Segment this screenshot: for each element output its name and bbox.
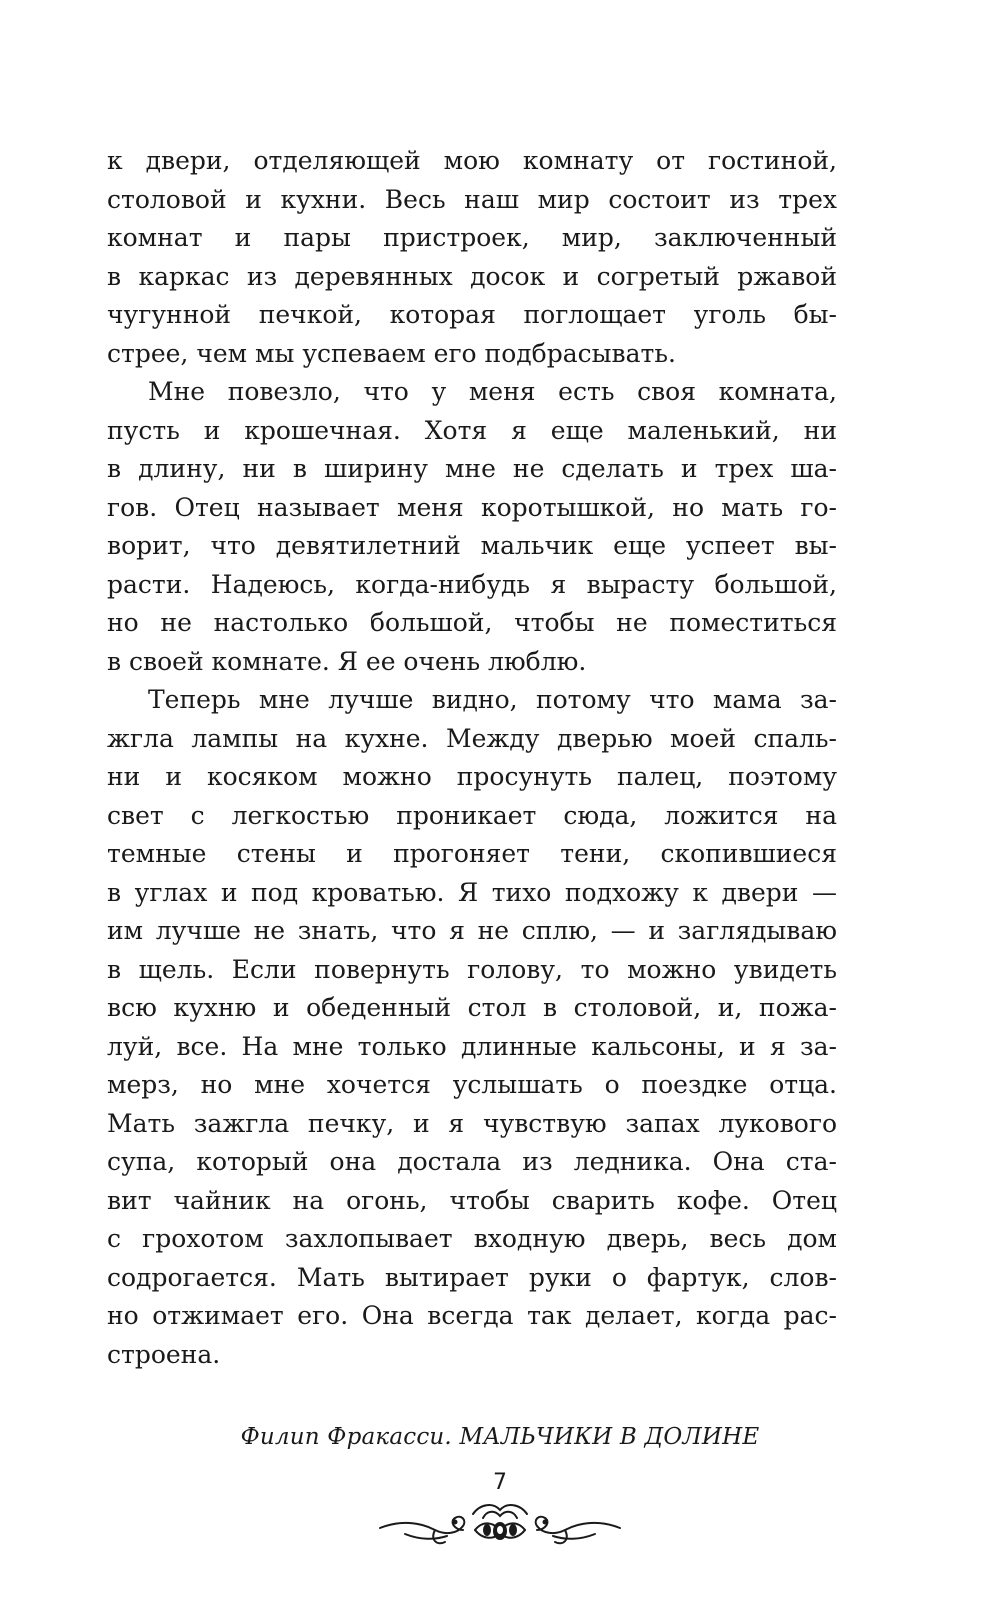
text-line: комнат и пары пристроек, мир, заключенный: [107, 223, 837, 252]
text-line: Мать зажгла печку, и я чувствую запах лукового: [107, 1108, 837, 1138]
text-line: чугунной печкой, которая поглощает уголь бы-: [107, 300, 837, 329]
text-line: супа, который она достала из ледника. Она ста-: [107, 1147, 837, 1176]
text-line: им лучше не знать, что я не сплю, — и заглядываю: [107, 916, 837, 945]
text-line: в щель. Если повернуть голову, то можно увидеть: [107, 954, 837, 984]
text-line: пусть и крошечная. Хотя я еще маленький, ни: [107, 415, 837, 445]
page-number: 7: [493, 1470, 507, 1495]
text-line: всю кухню и обеденный стол в столовой, и, пожа-: [107, 993, 837, 1022]
decorative-flourish-icon: [375, 1500, 625, 1548]
text-line: свет с легкостью проникает сюда, ложится на: [107, 800, 837, 830]
text-line: строена.: [107, 1339, 221, 1369]
text-line: Теперь мне лучше видно, потому что мама за-: [148, 685, 837, 714]
text-line: мерз, но мне хочется услышать о поездке отца.: [107, 1070, 837, 1099]
text-line: к двери, отделяющей мою комнату от гостиной,: [107, 146, 837, 175]
text-line: в длину, ни в ширину мне не сделать и трех ша-: [107, 454, 837, 483]
text-line: расти. Надеюсь, когда-нибудь я вырасту большой,: [107, 569, 837, 599]
body-text: [107, 142, 837, 1374]
text-line: стрее, чем мы успеваем его подбрасывать.: [107, 338, 676, 368]
text-line: но не настолько большой, чтобы не поместиться: [107, 608, 837, 637]
text-line: вит чайник на огонь, чтобы сварить кофе. Отец: [107, 1185, 837, 1215]
text-line: жгла лампы на кухне. Между дверью моей спаль-: [107, 723, 837, 753]
text-line: столовой и кухни. Весь наш мир состоит из трех: [107, 184, 837, 214]
text-line: с грохотом захлопывает входную дверь, весь дом: [107, 1224, 837, 1253]
text-line: гов. Отец называет меня коротышкой, но мать го-: [107, 492, 837, 522]
text-line: но отжимает его. Она всегда так делает, когда рас-: [107, 1301, 837, 1330]
text-line: ворит, что девятилетний мальчик еще успеет вы-: [107, 531, 837, 560]
text-line: Мне повезло, что у меня есть своя комната,: [148, 377, 837, 406]
text-line: темные стены и прогоняет тени, скопившиеся: [107, 839, 837, 868]
running-title: Филип Фракасси. МАЛЬЧИКИ В ДОЛИНЕ: [240, 1424, 760, 1450]
text-line: содрогается. Мать вытирает руки о фартук, слов-: [107, 1262, 837, 1292]
text-line: в углах и под кроватью. Я тихо подхожу к двери —: [107, 877, 837, 907]
text-line: в своей комнате. Я ее очень люблю.: [107, 646, 587, 676]
text-line: в каркас из деревянных досок и согретый ржавой: [107, 261, 837, 291]
text-line: луй, все. На мне только длинные кальсоны, и я за-: [107, 1031, 837, 1061]
text-line: ни и косяком можно просунуть палец, поэтому: [107, 762, 837, 791]
